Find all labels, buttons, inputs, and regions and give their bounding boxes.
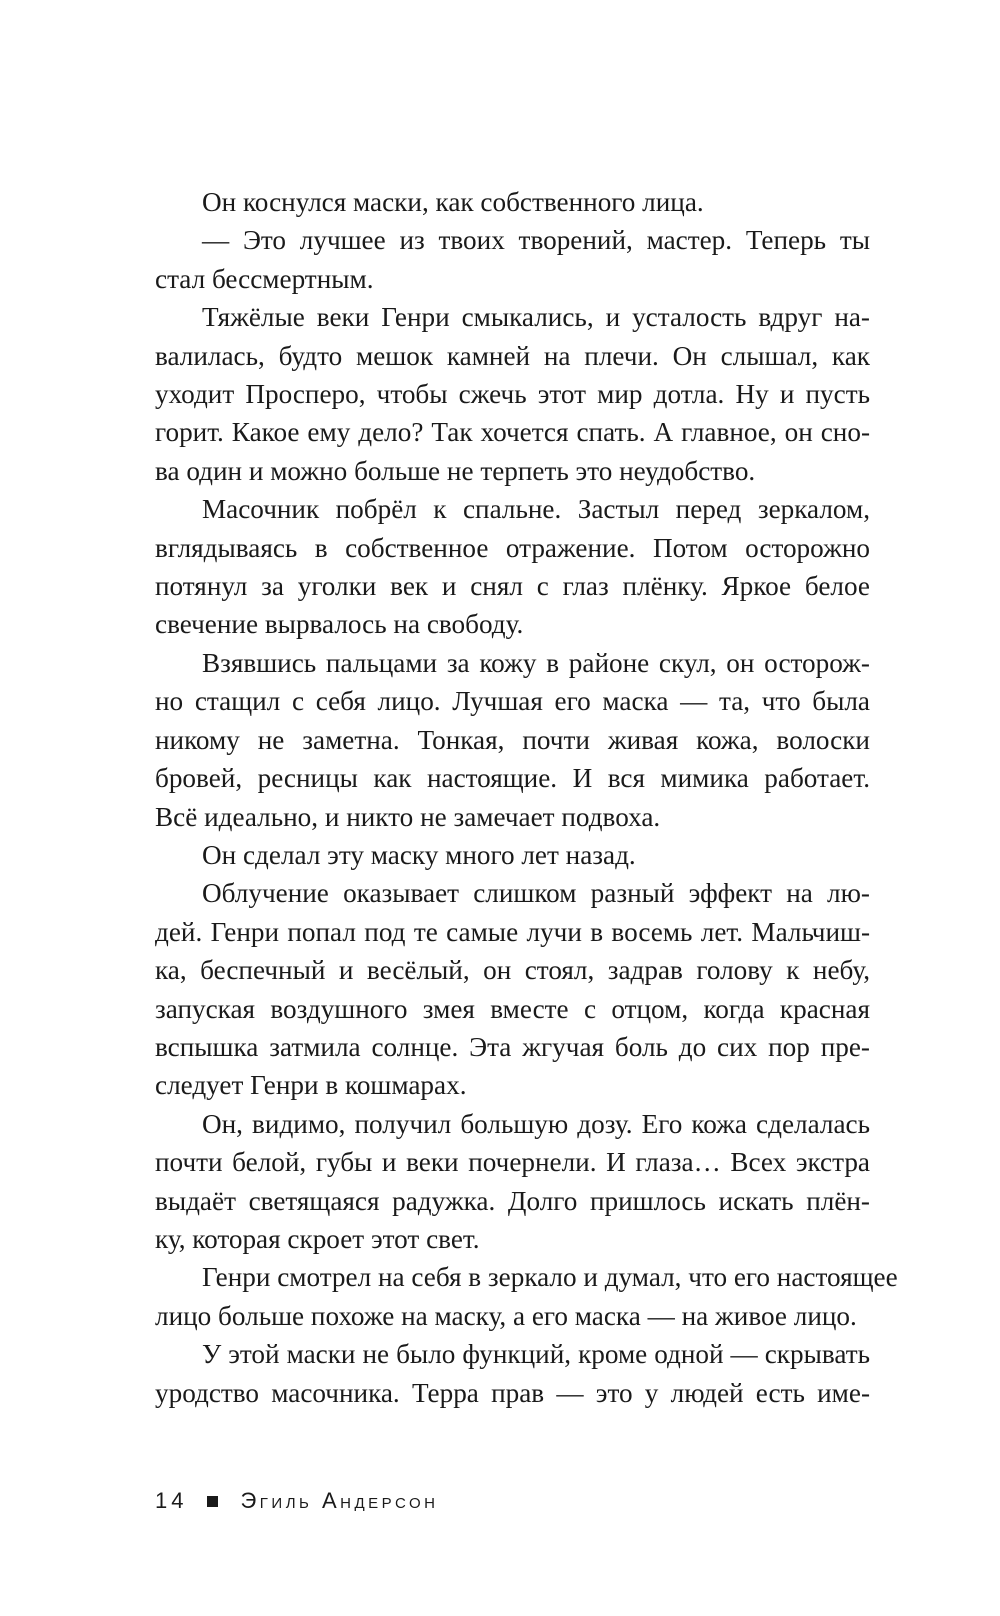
paragraph <box>155 644 870 836</box>
text-line: но стащил с себя лицо. Лучшая его маска — та, что была <box>155 686 870 717</box>
text-line: Он, видимо, получил большую дозу. Его кожа сделалась <box>202 1108 870 1139</box>
text-line: вглядываясь в собственное отражение. Потом осторожно <box>155 532 870 563</box>
text-line: выдаёт светящаяся радужка. Долго пришлось искать плён- <box>155 1185 870 1216</box>
text-line: ку, которая скроет этот свет. <box>155 1223 480 1254</box>
text-line: ка, беспечный и весёлый, он стоял, задрав голову к небу, <box>155 955 870 986</box>
text-line: уродство масочника. Терра прав — это у людей есть име- <box>155 1377 870 1408</box>
text-line: почти белой, губы и веки почернели. И глаза… Всех экстра <box>155 1147 870 1178</box>
text-line: У этой маски не было функций, кроме одной — скрывать <box>202 1339 870 1370</box>
text-line: потянул за уголки век и снял с глаз плёнку. Яркое белое <box>155 571 870 602</box>
text-line: стал бессмертным. <box>155 263 374 294</box>
text-line: Облучение оказывает слишком разный эффект на лю- <box>202 878 870 909</box>
text-line: лицо больше похоже на маску, а его маска — на живое лицо. <box>155 1300 857 1331</box>
text-line: Тяжёлые веки Генри смыкались, и усталость вдруг на- <box>202 302 870 333</box>
text-line: Он сделал эту маску много лет назад. <box>202 839 636 870</box>
paragraph <box>155 836 870 874</box>
footer-separator-square <box>207 1496 218 1507</box>
text-line: свечение вырвалось на свободу. <box>155 609 524 640</box>
text-line: — Это лучшее из твоих творений, мастер. Теперь ты <box>202 225 870 256</box>
paragraph <box>155 183 870 221</box>
paragraph <box>155 298 870 490</box>
paragraph <box>155 490 870 644</box>
text-line: Взявшись пальцами за кожу в районе скул, он осторож- <box>202 647 870 678</box>
text-line: дей. Генри попал под те самые лучи в восемь лет. Мальчиш- <box>155 916 870 947</box>
paragraph <box>155 874 870 1104</box>
author-name: Эгиль Андерсон <box>240 1488 439 1513</box>
paragraph <box>155 1105 870 1259</box>
text-line: Всё идеально, и никто не замечает подвоха. <box>155 801 661 832</box>
text-line: валилась, будто мешок камней на плечи. Он слышал, как <box>155 340 870 371</box>
text-line: ва один и можно больше не терпеть это неудобство. <box>155 455 756 486</box>
paragraph <box>155 1258 898 1335</box>
paragraph <box>155 221 870 298</box>
text-line: Масочник побрёл к спальне. Застыл перед зеркалом, <box>202 494 870 525</box>
page-number: 14 <box>155 1488 188 1513</box>
text-line: вспышка затмила солнце. Эта жгучая боль до сих пор пре- <box>155 1031 870 1062</box>
page-footer <box>155 1486 439 1516</box>
text-line: следует Генри в кошмарах. <box>155 1070 467 1101</box>
text-line: Генри смотрел на себя в зеркало и думал, что его настоящее <box>202 1262 898 1293</box>
paragraph <box>155 1335 870 1412</box>
text-line: бровей, ресницы как настоящие. И вся мимика работает. <box>155 763 870 794</box>
text-line: уходит Просперо, чтобы сжечь этот мир дотла. Ну и пусть <box>155 379 870 410</box>
text-line: Он коснулся маски, как собственного лица. <box>202 187 704 217</box>
text-line: никому не заметна. Тонкая, почти живая кожа, волоски <box>155 724 870 755</box>
text-line: горит. Какое ему дело? Так хочется спать. А главное, он сно- <box>155 417 870 448</box>
body-text <box>155 183 898 1412</box>
text-line: запуская воздушного змея вместе с отцом, когда красная <box>155 993 870 1024</box>
